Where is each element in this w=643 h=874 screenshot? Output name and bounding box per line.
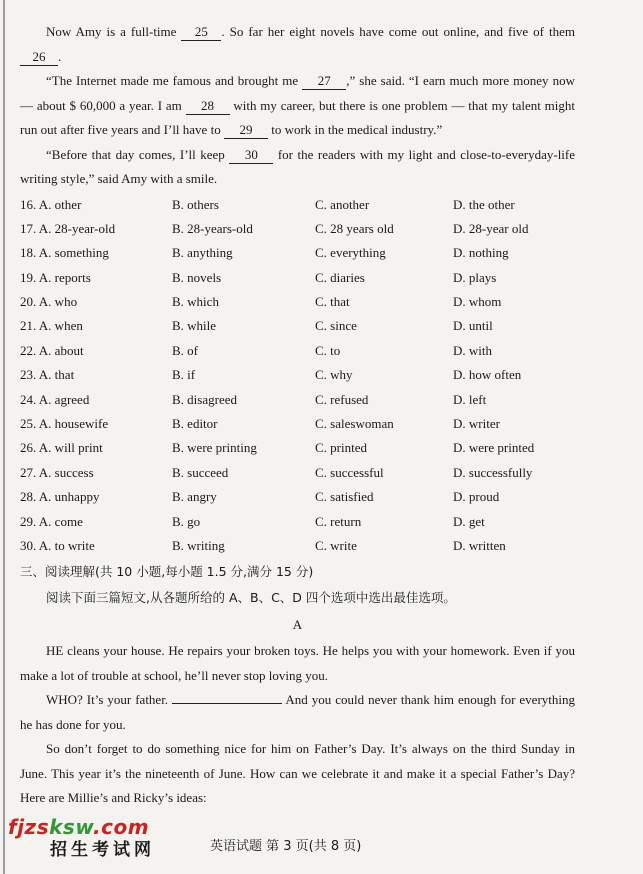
option-d [453, 388, 575, 412]
option-text: D. nothing [453, 245, 509, 261]
option-text: D. writer [453, 416, 500, 432]
option-d [453, 290, 575, 314]
option-text: C. printed [315, 440, 367, 456]
option-row [20, 339, 575, 363]
option-text: C. successful [315, 464, 384, 480]
option-c [315, 485, 453, 509]
option-b [172, 193, 315, 217]
text-run: “Before that day comes, I’ll keep [46, 146, 225, 162]
option-row [20, 314, 575, 338]
option-c [315, 339, 453, 363]
option-text: B. were printing [172, 440, 257, 456]
option-text: B. if [172, 367, 196, 383]
option-a [20, 412, 172, 436]
option-text: A. will print [38, 440, 103, 456]
option-c [315, 363, 453, 387]
option-text: D. 28-year old [453, 220, 529, 236]
option-a [20, 436, 172, 460]
reading-paragraph-2 [20, 688, 575, 737]
option-text: C. another [315, 196, 370, 212]
blank-30: 30 [229, 146, 273, 164]
option-d [453, 363, 575, 387]
reading-paragraph-3: So don’t forget to do something nice for him on Father’s Day. It’s always on the third Sunday in June. This year it’s the nineteenth of June. How can we celebrate it and make it a special Father’s Day? Here are Millie’s and Ricky’s ideas: [20, 741, 575, 806]
question-number: 30. [20, 537, 37, 553]
passage-paragraph-3 [20, 143, 575, 192]
option-text: C. since [315, 318, 357, 334]
option-text: D. whom [453, 294, 502, 310]
option-text: B. succeed [172, 464, 229, 480]
option-d [453, 266, 575, 290]
question-number: 19. [20, 269, 37, 285]
option-b [172, 436, 315, 460]
option-text: A. come [38, 513, 83, 529]
option-a [20, 266, 172, 290]
option-text: A. other [38, 196, 82, 212]
option-text: D. were printed [453, 440, 535, 456]
option-text: A. that [38, 367, 75, 383]
option-text: D. get [453, 513, 485, 529]
option-text: A. success [38, 464, 94, 480]
exam-page [20, 20, 575, 811]
option-c [315, 388, 453, 412]
question-number: 24. [20, 391, 37, 407]
section-instruction: 阅读下面三篇短文,从各题所给的 A、B、C、D 四个选项中选出最佳选项。 [46, 590, 456, 606]
part-label: A [292, 617, 303, 633]
option-a [20, 339, 172, 363]
option-text: D. until [453, 318, 493, 334]
option-d [453, 436, 575, 460]
option-text: B. angry [172, 489, 217, 505]
option-row [20, 241, 575, 265]
page-edge-line [3, 0, 5, 874]
option-text: C. return [315, 513, 362, 529]
option-text: B. go [172, 513, 201, 529]
blank-25: 25 [181, 23, 221, 41]
option-text: D. left [453, 391, 487, 407]
option-c [315, 266, 453, 290]
option-text: D. proud [453, 489, 500, 505]
question-number: 26. [20, 440, 37, 456]
option-row [20, 217, 575, 241]
text-run: for the readers with my light and close-to-everyday-life writing style,” said Amy with a smile. [20, 146, 576, 186]
option-c [315, 217, 453, 241]
option-text: A. housewife [38, 416, 109, 432]
option-row [20, 388, 575, 412]
option-b [172, 388, 315, 412]
option-text: D. successfully [453, 464, 533, 480]
blank-27: 27 [302, 72, 346, 90]
question-number: 23. [20, 367, 37, 383]
text-run: And you could never thank him enough for everything he has done for you. [20, 692, 576, 732]
option-text: A. when [38, 318, 83, 334]
option-row [20, 485, 575, 509]
option-text: C. that [315, 294, 350, 310]
option-a [20, 193, 172, 217]
question-number: 27. [20, 464, 37, 480]
option-row [20, 290, 575, 314]
option-b [172, 363, 315, 387]
option-a [20, 314, 172, 338]
option-text: A. reports [38, 269, 91, 285]
option-text: C. refused [315, 391, 369, 407]
blank-26: 26 [20, 48, 58, 66]
option-c [315, 510, 453, 534]
option-c [315, 193, 453, 217]
options-list [20, 193, 575, 559]
logo-subtitle: 招生考试网 [50, 840, 155, 860]
option-b [172, 266, 315, 290]
answer-blank [172, 689, 282, 704]
reading-paragraph-1: HE cleans your house. He repairs your broken toys. He helps you with your homework. Even if you make a lot of trouble at school, he’ll never stop loving you. [20, 643, 575, 683]
option-a [20, 510, 172, 534]
option-row [20, 436, 575, 460]
option-d [453, 485, 575, 509]
option-b [172, 485, 315, 509]
question-number: 21. [20, 318, 37, 334]
option-text: D. plays [453, 269, 497, 285]
option-text: B. editor [172, 416, 218, 432]
option-row [20, 363, 575, 387]
option-text: A. who [38, 294, 78, 310]
option-d [453, 193, 575, 217]
option-b [172, 314, 315, 338]
question-number: 17. [20, 220, 37, 236]
question-number: 29. [20, 513, 37, 529]
text-run: with my career, but there is one problem — that my talent might run out after five years and I’ll have to [20, 97, 576, 137]
option-text: C. to [315, 342, 341, 358]
section-heading: 三、阅读理解(共 10 小题,每小题 1.5 分,满分 15 分) [20, 564, 314, 580]
question-number: 16. [20, 196, 37, 212]
option-text: D. written [453, 537, 506, 553]
option-d [453, 314, 575, 338]
blank-28: 28 [186, 97, 230, 115]
option-d [453, 534, 575, 558]
option-a [20, 534, 172, 558]
option-c [315, 461, 453, 485]
text-run: to work in the medical industry.” [271, 122, 443, 137]
option-c [315, 314, 453, 338]
option-d [453, 217, 575, 241]
option-text: B. writing [172, 537, 225, 553]
option-text: C. 28 years old [315, 220, 394, 236]
option-b [172, 461, 315, 485]
option-text: A. to write [38, 537, 95, 553]
option-text: A. about [38, 342, 84, 358]
watermark-logo [8, 816, 155, 862]
option-b [172, 217, 315, 241]
logo-brand [8, 816, 155, 838]
option-text: D. the other [453, 196, 515, 212]
option-a [20, 290, 172, 314]
option-a [20, 241, 172, 265]
option-text: A. 28-year-old [38, 220, 116, 236]
option-c [315, 436, 453, 460]
option-d [453, 339, 575, 363]
logo-brand-text: fjzsksw.com [8, 815, 150, 839]
text-run: . So far her eight novels have come out online, and five of them [221, 24, 575, 39]
option-b [172, 534, 315, 558]
option-b [172, 290, 315, 314]
option-c [315, 412, 453, 436]
option-row [20, 266, 575, 290]
option-d [453, 412, 575, 436]
option-text: B. others [172, 196, 219, 212]
option-a [20, 388, 172, 412]
option-b [172, 510, 315, 534]
option-a [20, 485, 172, 509]
option-text: B. 28-years-old [172, 220, 253, 236]
passage-paragraph-2 [20, 69, 575, 143]
option-b [172, 412, 315, 436]
text-run: WHO? It’s your father. [46, 692, 169, 708]
option-text: A. agreed [38, 391, 90, 407]
question-number: 20. [20, 294, 37, 310]
text-run: . [58, 48, 62, 64]
passage-paragraph-1 [20, 20, 575, 69]
option-text: C. everything [315, 245, 386, 261]
option-d [453, 510, 575, 534]
text-run: ,” she said. “I earn much more money now — about $ 60,000 a year. I am [20, 73, 575, 113]
option-row [20, 534, 575, 558]
question-number: 28. [20, 489, 37, 505]
option-row [20, 461, 575, 485]
option-row [20, 510, 575, 534]
page-footer: 英语试题 第 3 页(共 8 页) [210, 839, 362, 854]
option-text: A. something [38, 245, 109, 261]
blank-29: 29 [224, 121, 268, 139]
text-run: “The Internet made me famous and brought me [46, 73, 299, 88]
option-text: C. saleswoman [315, 416, 394, 432]
option-c [315, 290, 453, 314]
option-text: C. write [315, 537, 357, 553]
option-text: C. satisfied [315, 489, 374, 505]
option-text: C. diaries [315, 269, 365, 285]
option-row [20, 412, 575, 436]
option-c [315, 534, 453, 558]
option-text: D. how often [453, 367, 522, 383]
text-run: Now Amy is a full-time [46, 24, 177, 39]
option-c [315, 241, 453, 265]
question-number: 25. [20, 416, 37, 432]
option-text: B. anything [172, 245, 233, 261]
option-text: B. disagreed [172, 391, 237, 407]
option-b [172, 339, 315, 363]
option-text: A. unhappy [38, 489, 100, 505]
option-a [20, 217, 172, 241]
option-a [20, 461, 172, 485]
option-text: B. of [172, 342, 198, 358]
option-text: B. novels [172, 269, 222, 285]
option-d [453, 241, 575, 265]
question-number: 18. [20, 245, 37, 261]
question-number: 22. [20, 342, 37, 358]
option-text: D. with [453, 342, 492, 358]
option-text: C. why [315, 367, 353, 383]
option-text: B. which [172, 294, 219, 310]
option-b [172, 241, 315, 265]
option-text: B. while [172, 318, 217, 334]
option-a [20, 363, 172, 387]
option-row [20, 193, 575, 217]
option-d [453, 461, 575, 485]
